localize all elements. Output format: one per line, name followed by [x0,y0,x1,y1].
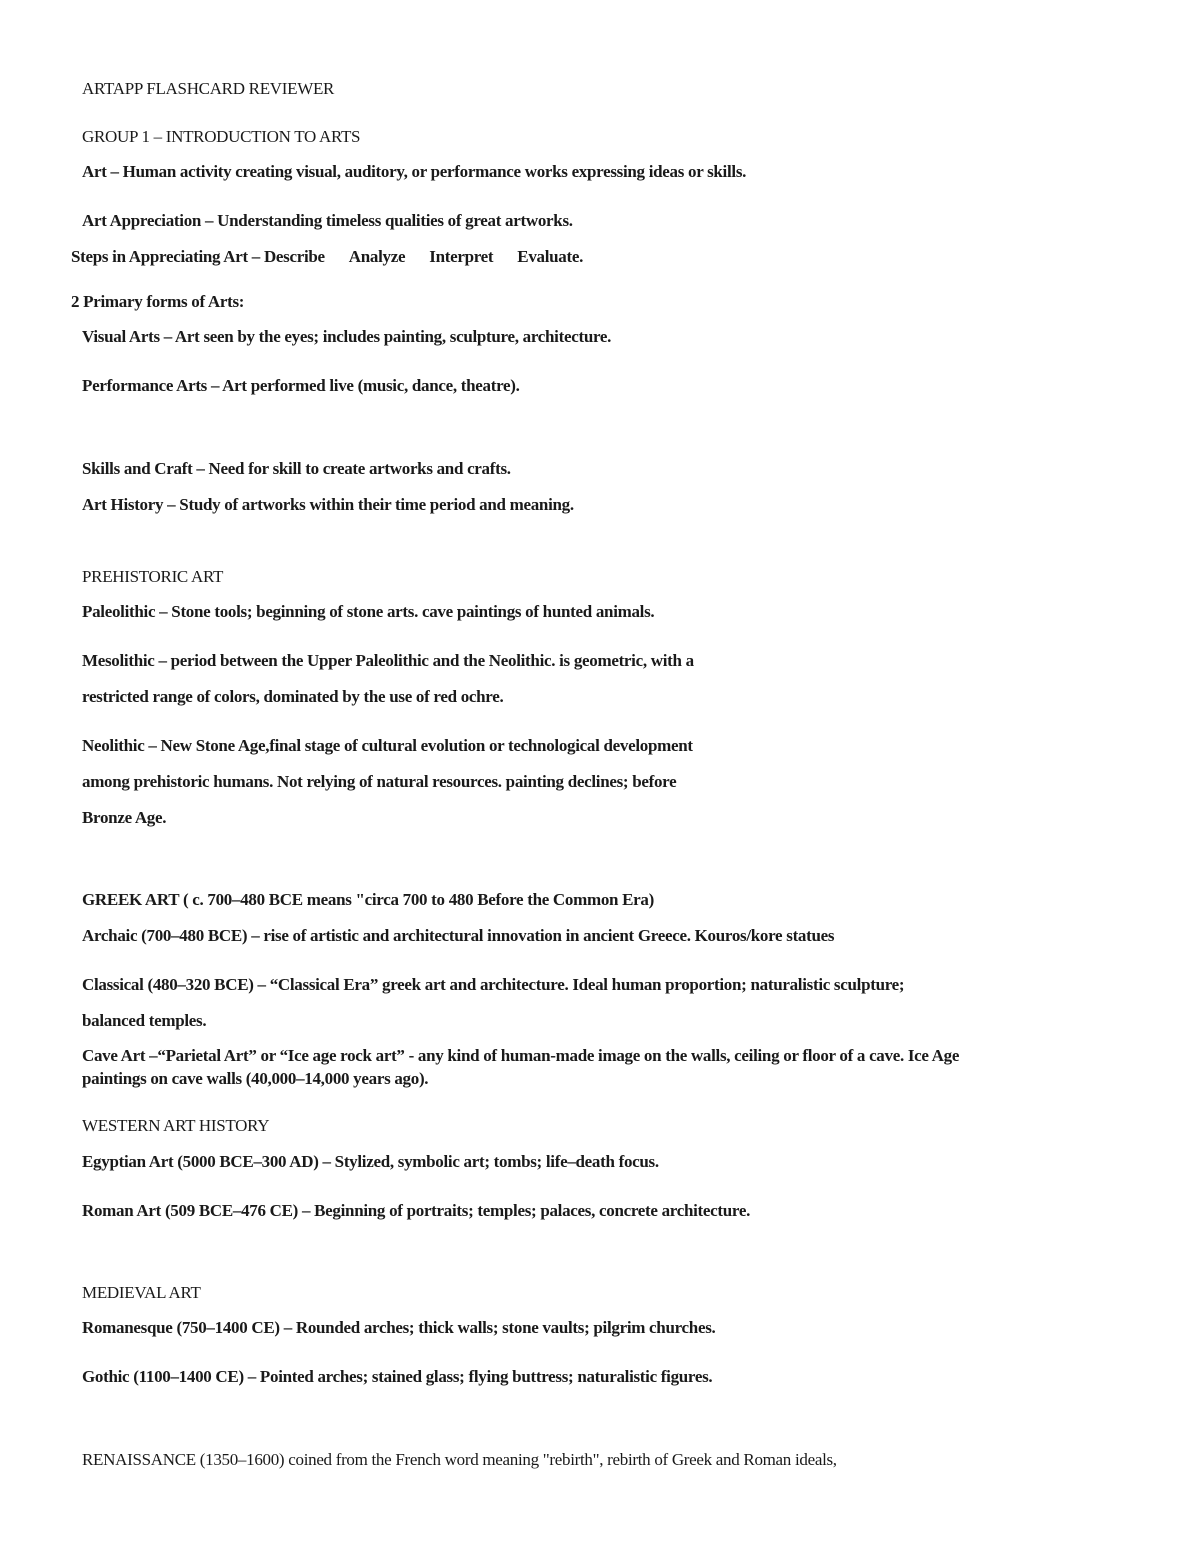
definition-visual-arts: Visual Arts – Art seen by the eyes; includes painting, sculpture, architecture. [82,327,612,346]
definition-art-appreciation: Art Appreciation – Understanding timeless qualities of great artworks. [82,211,573,230]
step-interpret: Interpret [429,247,494,266]
definition-performance-arts: Performance Arts – Art performed live (music, dance, theatre). [82,376,520,395]
section-heading-medieval: MEDIEVAL ART [82,1283,201,1302]
section-heading-renaissance: RENAISSANCE (1350–1600) coined from the French word meaning "rebirth", rebirth of Greek and Roman ideals, [82,1450,837,1469]
definition-egyptian-art: Egyptian Art (5000 BCE–300 AD) – Stylized, symbolic art; tombs; life–death focus. [82,1152,659,1171]
definition-art: Art – Human activity creating visual, auditory, or performance works expressing ideas or skills. [82,162,747,181]
definition-cave-art-line2: paintings on cave walls (40,000–14,000 years ago). [82,1069,429,1088]
definition-neolithic-line3: Bronze Age. [82,808,167,827]
section-heading-prehistoric: PREHISTORIC ART [82,567,224,586]
document-title: ARTAPP FLASHCARD REVIEWER [82,79,335,98]
section-heading-group1: GROUP 1 – INTRODUCTION TO ARTS [82,127,361,146]
definition-cave-art-line1: Cave Art –“Parietal Art” or “Ice age rock art” - any kind of human-made image on the walls, ceiling or floor of a cave. Ice Age [82,1046,960,1065]
definition-classical-line1: Classical (480–320 BCE) – “Classical Era” greek art and architecture. Ideal human proportion; naturalistic sculpture; [82,975,905,994]
definition-paleolithic: Paleolithic – Stone tools; beginning of stone arts. cave paintings of hunted animals. [82,602,655,621]
step-analyze: Analyze [348,247,406,266]
definition-gothic: Gothic (1100–1400 CE) – Pointed arches; stained glass; flying buttress; naturalistic figures. [82,1367,713,1386]
definition-neolithic-line2: among prehistoric humans. Not relying of natural resources. painting declines; before [82,772,677,791]
definition-skills-craft: Skills and Craft – Need for skill to create artworks and crafts. [82,459,511,478]
definition-art-history: Art History – Study of artworks within their time period and meaning. [82,495,574,514]
definition-romanesque: Romanesque (750–1400 CE) – Rounded arches; thick walls; stone vaults; pilgrim churches. [82,1318,716,1337]
section-heading-greek: GREEK ART ( c. 700–480 BCE means "circa 700 to 480 Before the Common Era) [82,890,654,909]
definition-archaic: Archaic (700–480 BCE) – rise of artistic and architectural innovation in ancient Greece. Kouros/kore statues [82,926,835,945]
definition-roman-art: Roman Art (509 BCE–476 CE) – Beginning of portraits; temples; palaces, concrete architecture. [82,1201,751,1220]
definition-mesolithic-line2: restricted range of colors, dominated by the use of red ochre. [82,687,504,706]
primary-forms-heading: 2 Primary forms of Arts: [71,292,245,311]
steps-line [71,247,583,267]
definition-neolithic-line1: Neolithic – New Stone Age,final stage of cultural evolution or technological development [82,736,693,755]
definition-classical-line2: balanced temples. [82,1011,207,1030]
section-heading-western: WESTERN ART HISTORY [82,1116,270,1135]
definition-mesolithic-line1: Mesolithic – period between the Upper Paleolithic and the Neolithic. is geometric, with a [82,651,694,670]
step-evaluate: Evaluate. [517,247,584,266]
steps-label: Steps in Appreciating Art – Describe [71,247,325,266]
